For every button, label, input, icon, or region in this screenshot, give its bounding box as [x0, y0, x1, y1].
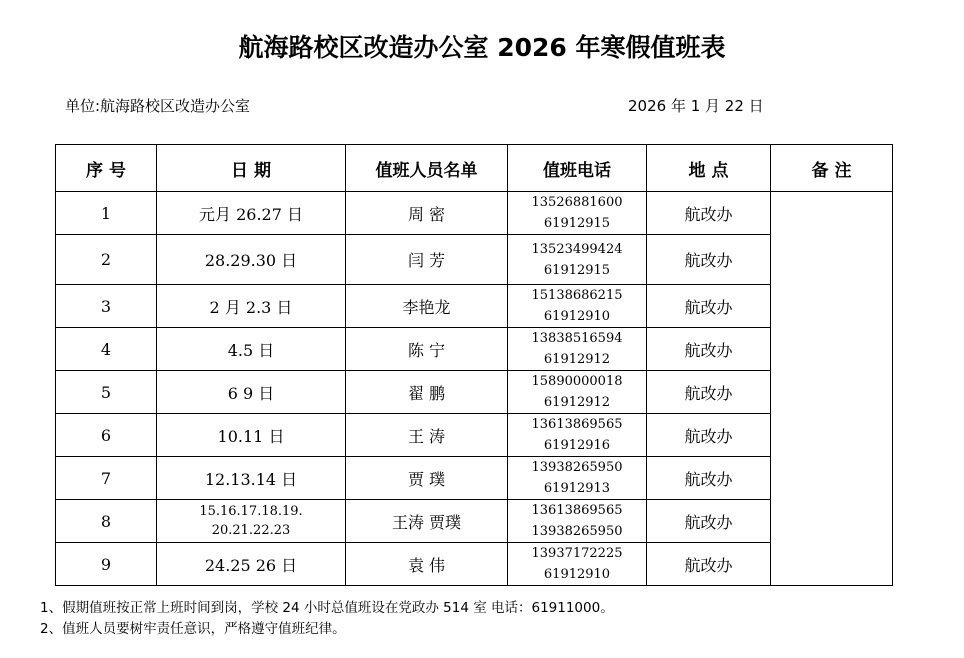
- cell-location: 航改办: [647, 457, 771, 500]
- phone-number: 61912910: [543, 567, 611, 582]
- duty-table: [55, 144, 893, 586]
- cell-no: 1: [56, 192, 157, 235]
- cell-staff: 周 密: [346, 192, 508, 235]
- cell-phone: [508, 328, 647, 371]
- header-staff: 值班人员名单: [346, 145, 508, 192]
- cell-location: 航改办: [647, 414, 771, 457]
- cell-staff: 王 涛: [346, 414, 508, 457]
- phone-number: 13938265950: [531, 524, 623, 539]
- header-phone: 值班电话: [508, 145, 647, 192]
- cell-staff: 袁 伟: [346, 543, 508, 586]
- phone-number: 61912910: [543, 309, 611, 324]
- notes: [40, 598, 614, 640]
- cell-no: 4: [56, 328, 157, 371]
- table-row: [56, 543, 893, 586]
- cell-phone: [508, 457, 647, 500]
- phone-number: 15138686215: [531, 288, 623, 303]
- page-title: 航海路校区改造办公室 2026 年寒假值班表: [238, 33, 726, 62]
- cell-date: 2 月 2.3 日: [157, 285, 346, 328]
- cell-date: 4.5 日: [157, 328, 346, 371]
- cell-phone: [508, 371, 647, 414]
- phone-number: 61912915: [543, 262, 611, 278]
- cell-date: 6 9 日: [157, 371, 346, 414]
- cell-no: 5: [56, 371, 157, 414]
- phone-number: 61912916: [543, 438, 611, 453]
- cell-location: 航改办: [647, 500, 771, 543]
- cell-staff: 闫 芳: [346, 235, 508, 285]
- cell-phone: [508, 192, 647, 235]
- cell-location: 航改办: [647, 235, 771, 285]
- table-row: [56, 500, 893, 543]
- phone-number: 13613869565: [531, 503, 623, 518]
- phone-number: 13526881600: [531, 195, 623, 210]
- cell-location: 航改办: [647, 371, 771, 414]
- cell-location: 航改办: [647, 328, 771, 371]
- table-row: [56, 371, 893, 414]
- table-header-row: [56, 145, 893, 192]
- cell-staff: 李艳龙: [346, 285, 508, 328]
- cell-staff: 翟 鹏: [346, 371, 508, 414]
- cell-date: 10.11 日: [157, 414, 346, 457]
- cell-date: 24.25 26 日: [157, 543, 346, 586]
- header-location: 地 点: [647, 145, 771, 192]
- phone-number: 13613869565: [531, 417, 623, 432]
- phone-number: 15890000018: [531, 374, 623, 389]
- cell-date: 28.29.30 日: [157, 235, 346, 285]
- table-row: [56, 285, 893, 328]
- phone-number: 61912912: [543, 352, 611, 367]
- cell-location: 航改办: [647, 543, 771, 586]
- table-row: [56, 328, 893, 371]
- phone-number: 61912913: [543, 481, 611, 496]
- table-row: [56, 414, 893, 457]
- date-line: 15.16.17.18.19.: [199, 504, 303, 519]
- phone-number: 61912915: [543, 216, 611, 231]
- header-remarks: 备 注: [771, 145, 893, 192]
- cell-phone: [508, 235, 647, 285]
- date-line: 20.21.22.23: [211, 523, 291, 538]
- cell-no: 8: [56, 500, 157, 543]
- cell-date: 12.13.14 日: [157, 457, 346, 500]
- table-row: [56, 457, 893, 500]
- phone-number: 13937172225: [531, 546, 623, 561]
- header-no: 序 号: [56, 145, 157, 192]
- phone-number: 13523499424: [531, 241, 623, 257]
- cell-location: 航改办: [647, 285, 771, 328]
- cell-phone: [508, 500, 647, 543]
- cell-location: 航改办: [647, 192, 771, 235]
- cell-phone: [508, 285, 647, 328]
- table-row: [56, 192, 893, 235]
- cell-phone: [508, 414, 647, 457]
- cell-date: [157, 500, 346, 543]
- phone-number: 13838516594: [531, 331, 623, 346]
- cell-no: 3: [56, 285, 157, 328]
- cell-phone: [508, 543, 647, 586]
- phone-number: 13938265950: [531, 460, 623, 475]
- cell-staff: 王涛 贾璞: [346, 500, 508, 543]
- cell-no: 7: [56, 457, 157, 500]
- date-label: 2026 年 1 月 22 日: [628, 97, 764, 115]
- cell-no: 6: [56, 414, 157, 457]
- table-row: [56, 235, 893, 285]
- phone-number: 61912912: [543, 395, 611, 410]
- cell-date: 元月 26.27 日: [157, 192, 346, 235]
- cell-no: 9: [56, 543, 157, 586]
- cell-no: 2: [56, 235, 157, 285]
- cell-remarks: [771, 192, 893, 586]
- cell-staff: 贾 璞: [346, 457, 508, 500]
- note-item: 1、假期值班按正常上班时间到岗，学校 24 小时总值班设在党政办 514 室 电话：61911000。: [40, 600, 614, 616]
- unit-label: 单位:航海路校区改造办公室: [65, 97, 251, 115]
- cell-staff: 陈 宁: [346, 328, 508, 371]
- header-date: 日 期: [157, 145, 346, 192]
- note-item: 2、值班人员要树牢责任意识，严格遵守值班纪律。: [40, 621, 346, 637]
